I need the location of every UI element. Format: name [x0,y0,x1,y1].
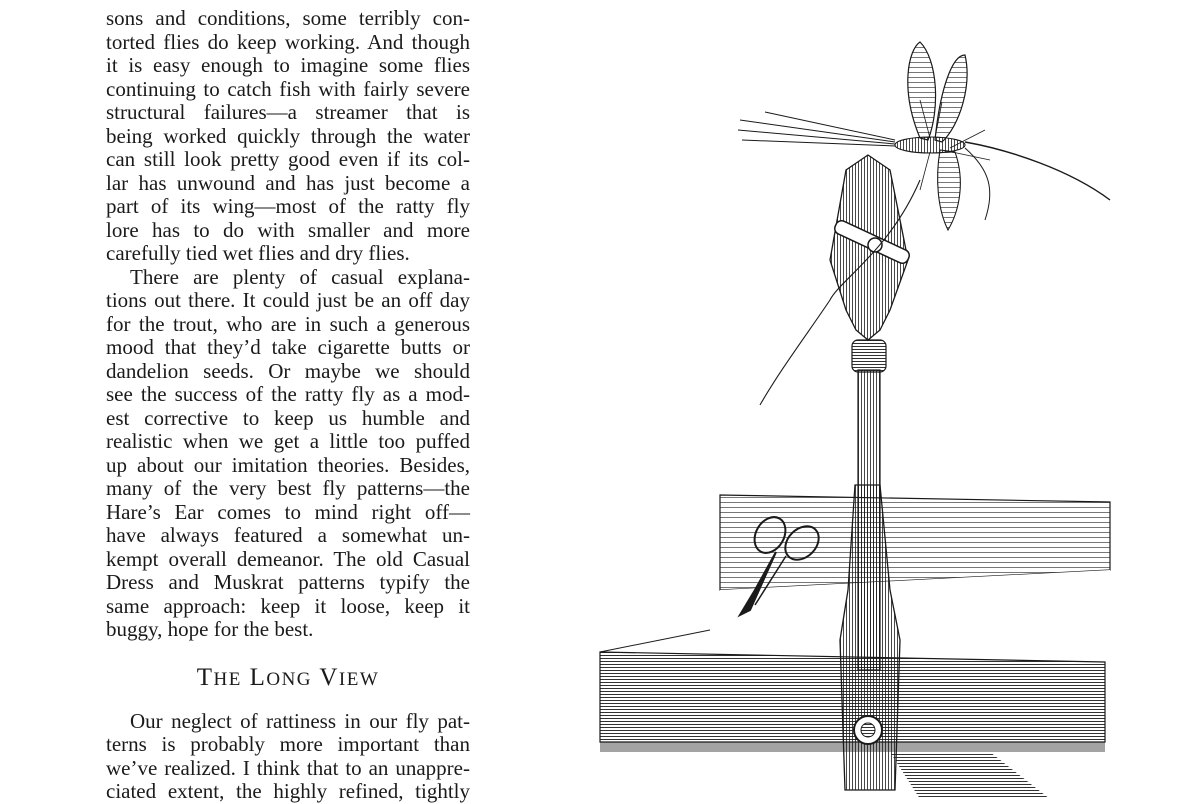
heading-small-caps: IEW [338,668,380,690]
text-line: realistic when we get a little too puffed [106,429,470,453]
text-line: structural failures—a streamer that is [106,100,470,124]
text-line: lar has unwound and has just become a [106,170,470,195]
text-line: it is easy enough to imagine some flies [106,53,470,77]
text-line: part of its wing—most of the ratty fly [106,194,470,218]
text-line: Our neglect of rattiness in our fly pat- [130,708,470,733]
text-line: est corrective to keep us humble and [106,405,470,430]
heading-initial: V [319,663,339,691]
text-line: see the success of the ratty fly as a mod- [106,382,470,406]
vise-jaws [830,155,911,340]
text-line: have always featured a somewhat un- [106,523,470,547]
text-line: sons and conditions, some terribly con- [106,6,470,30]
text-line: same approach: keep it loose, keep it [106,593,470,618]
table-top [720,495,1110,620]
section-heading [106,664,470,692]
text-line: being worked quickly through the water [106,123,470,148]
text-line: lore has to do with smaller and more [106,217,470,242]
text-line: dandelion seeds. Or maybe we should [106,358,470,383]
table-shadow [890,752,1050,799]
text-line: terns is probably more important than [106,732,470,756]
fly-tying-vise-illustration [590,30,1130,799]
text-line: kempt overall demeanor. The old Casual [106,546,470,571]
text-line: Dress and Muskrat patterns typify the [106,570,470,594]
text-line: mood that they’d take cigarette butts or [106,335,470,359]
text-line: Hare’s Ear comes to mind right off— [106,499,470,524]
heading-small-caps: ONG [266,668,313,690]
artificial-fly [738,42,1110,230]
heading-initial: T [196,663,214,691]
text-line: up about our imitation theories. Besides, [106,452,470,477]
body-text-column [106,7,470,804]
heading-initial: L [249,663,267,691]
text-line: many of the very best fly patterns—the [106,476,470,500]
text-line: There are plenty of casual explana- [130,264,470,289]
heading-small-caps: HE [213,668,242,690]
text-line: torted flies do keep working. And though [106,29,470,54]
text-line: continuing to catch fish with fairly severe [106,76,470,101]
text-line: ciated extent, the highly refined, tightly [106,779,470,803]
text-line: for the trout, who are in such a generous [106,311,470,336]
text-line: we’ve realized. I think that to an unappre- [106,755,470,780]
text-line: carefully tied wet flies and dry flies. [106,241,410,265]
text-line: tions out there. It could just be an off day [106,288,470,312]
text-line: can still look pretty good even if its col- [106,147,470,171]
paragraph-3 [106,710,470,804]
vise-engraving-svg [590,30,1130,799]
paragraph-1 [106,7,470,266]
text-line: buggy, hope for the best. [106,617,314,641]
paragraph-2 [106,266,470,642]
